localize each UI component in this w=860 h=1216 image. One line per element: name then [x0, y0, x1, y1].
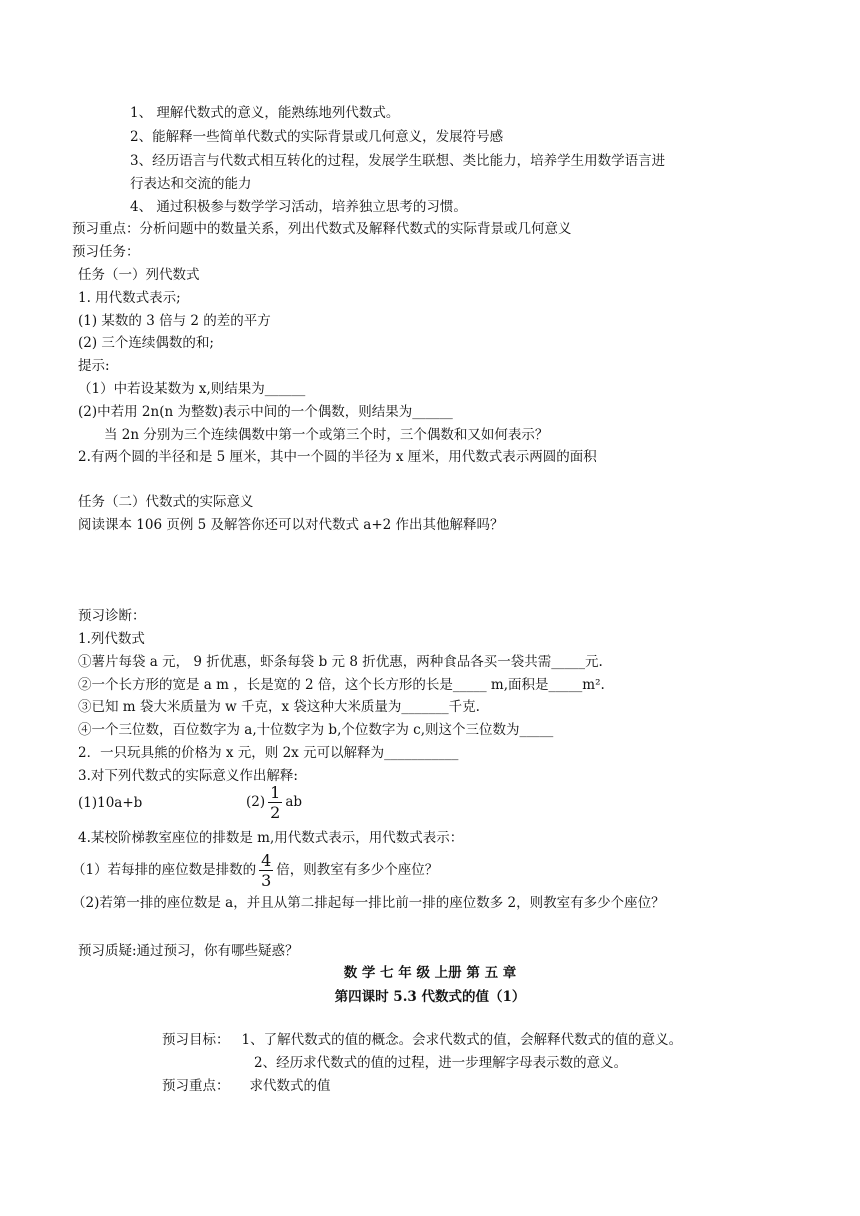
diagnosis-item-4: ④一个三位数，百位数字为 a,十位数字为 b,个位数字为 c,则这个三位数为_____	[78, 722, 554, 738]
objective-2: 2、能解释一些简单代数式的实际背景或几何意义，发展符号感	[130, 129, 504, 145]
s4a-suffix: 倍，则教室有多少个座位？	[276, 862, 439, 878]
task1-title: 任务（一）列代数式	[78, 267, 200, 283]
diagnosis-s3a: (1)10a+b	[78, 795, 143, 811]
preview-tasks: 预习任务：	[72, 244, 140, 260]
task1-hint1: （1）中若设某数为 x,则结果为______	[78, 381, 306, 397]
next-lesson-subheading: 第四课时 5.3 代数式的值（1）	[334, 989, 526, 1005]
diagnosis-item-3: ③已知 m 袋大米质量为 w 千克，x 袋这种大米质量为_______千克.	[78, 699, 480, 715]
next-lesson-focus	[162, 1077, 331, 1095]
diagnosis-item-1: ①薯片每袋 a 元， 9 折优惠，虾条每袋 b 元 8 折优惠，两种食品各买一袋共需_____元.	[78, 654, 603, 670]
goal-label: 预习目标：	[162, 1032, 230, 1048]
diagnosis-item-2: ②一个长方形的宽是 a m ，长是宽的 2 倍，这个长方形的长是_____ m,面积是_____m².	[78, 677, 605, 693]
fraction-numerator: 1	[270, 782, 281, 802]
objective-4: 4、 通过积极参与数学学习活动，培养独立思考的习惯。	[130, 199, 467, 215]
goal-1-text: 1、了解代数式的值的概念。会求代数式的值，会解释代数式的值的意义。	[241, 1032, 683, 1048]
half-fraction	[268, 782, 282, 822]
objective-3: 3、经历语言与代数式相互转化的过程，发展学生联想、类比能力，培养学生用数学语言进	[130, 153, 666, 169]
task1-q1b: (2) 三个连续偶数的和;	[78, 335, 214, 351]
diagnosis-s4: 4.某校阶梯教室座位的排数是 m,用代数式表示，用代数式表示：	[78, 830, 464, 846]
diagnosis-s3: 3.对下列代数式的实际意义作出解释:	[78, 768, 298, 784]
task1-q1a: (1) 某数的 3 倍与 2 的差的平方	[78, 313, 271, 329]
fraction-numerator: 4	[261, 850, 272, 870]
preview-questions: 预习质疑:通过预习，你有哪些疑惑？	[78, 943, 299, 959]
diagnosis-s1: 1.列代数式	[78, 631, 145, 647]
fraction-denominator: 3	[261, 870, 272, 890]
diagnosis-title: 预习诊断：	[78, 608, 146, 624]
s4a-prefix: （1）若每排的座位数是排数的	[72, 862, 257, 878]
next-lesson-goal-1	[162, 1031, 682, 1049]
s3b-suffix: ab	[285, 794, 303, 810]
diagnosis-s2: 2．一只玩具熊的价格为 x 元，则 2x 元可以解释为___________	[78, 745, 459, 761]
objective-1: 1、 理解代数式的意义，能熟练地列代数式。	[130, 105, 400, 121]
focus-label: 预习重点：	[162, 1078, 230, 1094]
s3b-prefix: (2)	[246, 794, 266, 810]
task2-title: 任务（二）代数式的实际意义	[78, 494, 254, 510]
task1-hint3: 当 2n 分别为三个连续偶数中第一个或第三个时，三个偶数和又如何表示？	[104, 427, 549, 443]
task2-question: 阅读课本 106 页例 5 及解答你还可以对代数式 a+2 作出其他解释吗？	[78, 517, 504, 533]
diagnosis-s4a	[72, 850, 438, 890]
four-thirds-fraction	[259, 850, 273, 890]
task1-q1: 1. 用代数式表示;	[78, 290, 181, 306]
next-lesson-heading: 数 学 七 年 级 上册 第 五 章	[343, 965, 517, 981]
diagnosis-s4b: （2)若第一排的座位数是 a，并且从第二排起每一排比前一排的座位数多 2，则教室有多少个座位？	[72, 895, 665, 911]
objective-3-cont: 行表达和交流的能力	[130, 176, 252, 192]
task1-hint2: (2)中若用 2n(n 为整数)表示中间的一个偶数，则结果为______	[78, 404, 453, 420]
fraction-denominator: 2	[270, 802, 281, 822]
focus-text: 求代数式的值	[249, 1078, 331, 1094]
next-lesson-goal-2: 2、经历求代数式的值的过程，进一步理解字母表示数的意义。	[254, 1055, 628, 1071]
task1-q2: 2.有两个圆的半径和是 5 厘米，其中一个圆的半径为 x 厘米，用代数式表示两圆的面积	[78, 449, 597, 465]
diagnosis-s3b	[246, 782, 302, 822]
task1-hint: 提示:	[78, 358, 110, 374]
preview-focus: 预习重点：分析问题中的数量关系，列出代数式及解释代数式的实际背景或几何意义	[72, 221, 572, 237]
